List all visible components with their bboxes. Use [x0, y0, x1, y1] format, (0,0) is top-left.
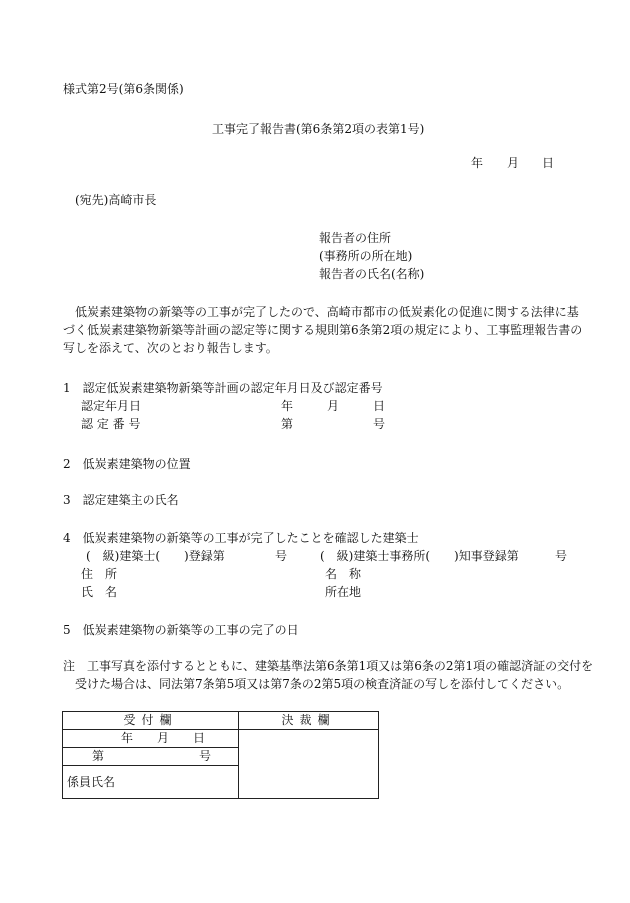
item1-year: 年: [281, 399, 294, 413]
reporter-office-label: (事務所の所在地): [319, 249, 413, 263]
date-year: 年: [471, 156, 484, 170]
decision-cell: [239, 730, 379, 799]
reception-month: 月: [157, 731, 170, 746]
reporter-name-label: 報告者の氏名(名称): [319, 267, 425, 281]
item4-architect-registration: ( 級)建築士( )登録第: [86, 549, 225, 563]
reporter-address-label: 報告者の住所: [319, 231, 392, 245]
decision-header: 決裁欄: [239, 712, 379, 730]
reception-year: 年: [121, 731, 134, 746]
item4-address-label: 住 所: [81, 567, 118, 581]
item1-number-label: 認 定 番 号: [81, 417, 141, 431]
item1-dai: 第: [281, 417, 294, 431]
page-title: 工事完了報告書(第6条第2項の表第1号): [212, 122, 425, 136]
item1-day: 日: [373, 399, 386, 413]
item4-location-label: 所在地: [325, 585, 362, 599]
item4-title: 4 低炭素建築物の新築等の工事が完了したことを確認した建築士: [63, 531, 419, 545]
reception-header: 受付欄: [63, 712, 239, 730]
item2-title: 2 低炭素建築物の位置: [63, 457, 191, 471]
item5-title: 5 低炭素建築物の新築等の工事の完了の日: [63, 623, 299, 637]
item1-go: 号: [373, 417, 386, 431]
date-day: 日: [542, 156, 555, 170]
item4-office-registration: ( 級)建築士事務所( )知事登録第: [320, 549, 519, 563]
reception-dai: 第: [92, 749, 105, 764]
item1-title: 1 認定低炭素建築物新築等計画の認定年月日及び認定番号: [63, 381, 383, 395]
item4-person-name-label: 氏 名: [81, 585, 118, 599]
intro-line-2: づく低炭素建築物新築等計画の認定等に関する規則第6条第2項の規定により、工事監理報告書の: [63, 323, 583, 337]
reception-number-cell: [63, 748, 239, 766]
intro-line-1: 低炭素建築物の新築等の工事が完了したので、高崎市都市の低炭素化の促進に関する法律に基: [75, 305, 579, 319]
note-line-2: 受けた場合は、同法第7条第5項又は第7条の2第5項の検査済証の写しを添付してください。: [75, 677, 570, 691]
item1-date-label: 認定年月日: [81, 399, 142, 413]
form-number: 様式第2号(第6条関係): [63, 82, 184, 96]
staff-name-cell: [63, 766, 239, 799]
item1-month: 月: [327, 399, 340, 413]
date-month: 月: [507, 156, 520, 170]
reception-day: 日: [193, 731, 206, 746]
note-line-1: 注 工事写真を添付するとともに、建築基準法第6条第1項又は第6条の2第1項の確認済証の交付を: [63, 659, 594, 673]
intro-line-3: 写しを添えて、次のとおり報告します。: [63, 341, 278, 355]
item4-office-name-label: 名 称: [325, 567, 362, 581]
reception-date-cell: [63, 730, 239, 748]
item4-go-1: 号: [275, 549, 288, 563]
item4-go-2: 号: [555, 549, 568, 563]
addressee: (宛先)高崎市長: [75, 193, 157, 207]
reception-table: [62, 711, 379, 799]
reception-go: 号: [199, 749, 212, 764]
item3-title: 3 認定建築主の氏名: [63, 493, 179, 507]
staff-name-label: 係員氏名: [67, 774, 116, 789]
